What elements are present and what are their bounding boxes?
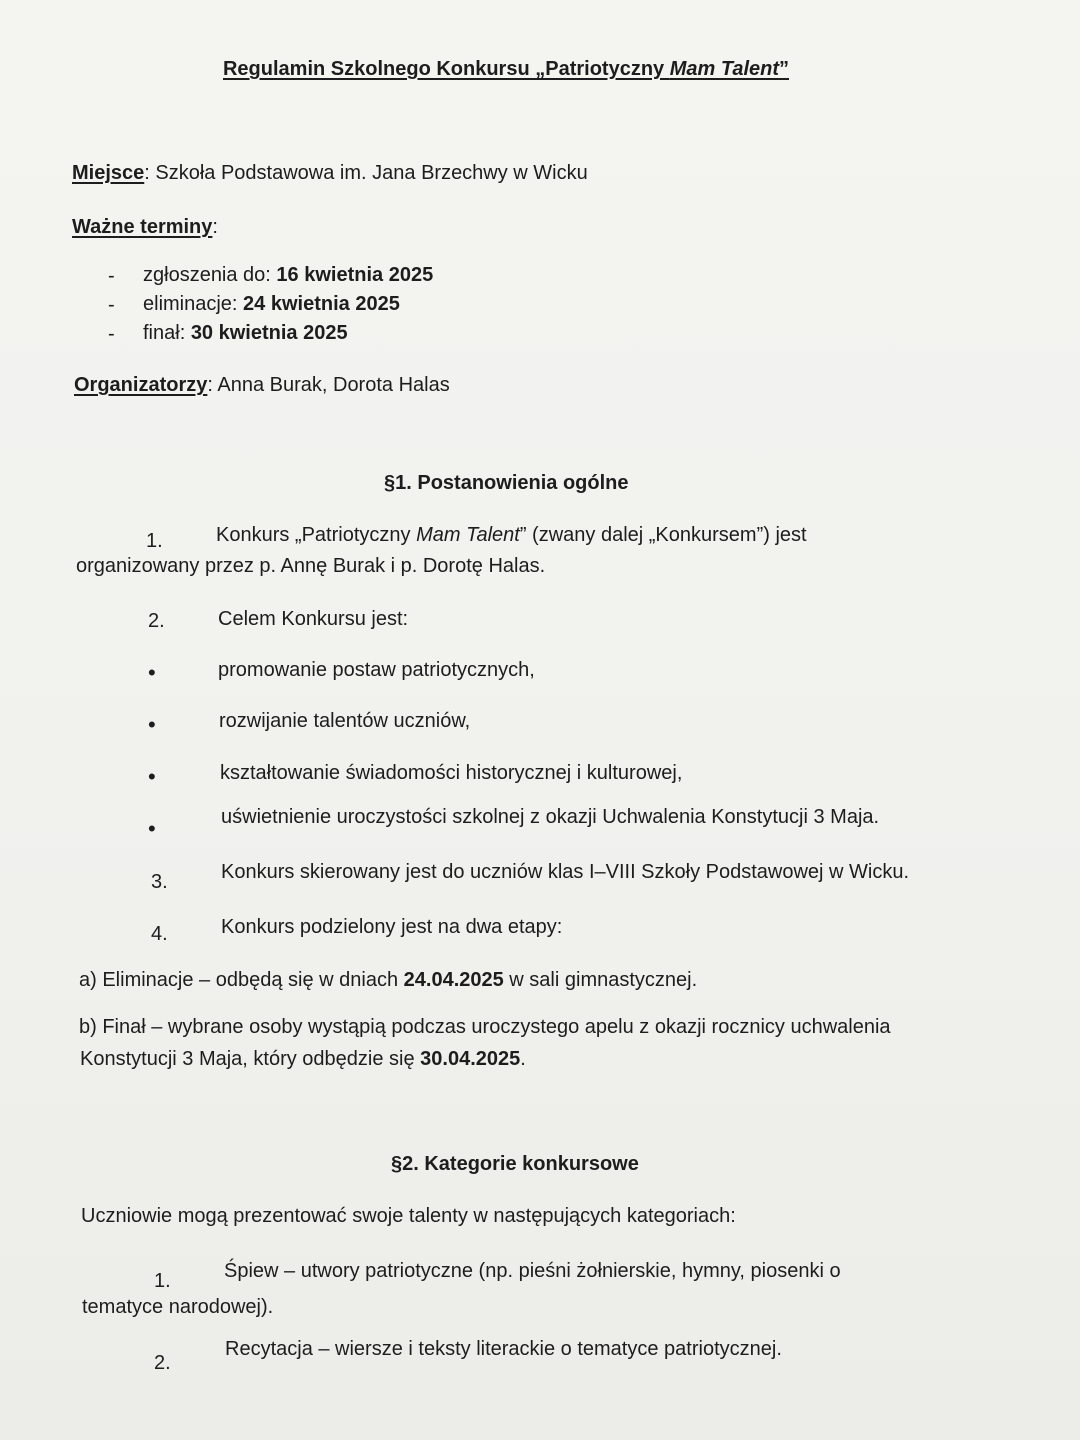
stage-b-line-2: Konstytucji 3 Maja, który odbędzie się 30.04.2025. [80,1048,526,1070]
categories-intro: Uczniowie mogą prezentować swoje talenty w następujących kategoriach: [81,1205,736,1227]
dash-bullet: - [108,323,115,345]
document-title: Regulamin Szkolnego Konkursu „Patriotyczny Mam Talent” [222,58,790,80]
goal-item: rozwijanie talentów uczniów, [219,710,471,732]
date-item: finał: 30 kwietnia 2025 [143,322,348,344]
paragraph-number: 2. [148,610,165,632]
place-line [72,160,588,186]
goal-item: promowanie postaw patriotycznych, [218,659,535,681]
place-label: Miejsce [72,162,145,184]
bullet-dot: • [148,816,156,841]
paragraph-3-text: Konkurs skierowany jest do uczniów klas I–VIII Szkoły Podstawowej w Wicku. [221,861,910,883]
organizers-label: Organizatorzy [74,374,208,396]
category-1-line-2: tematyce narodowej). [82,1296,274,1318]
category-1-line-1: Śpiew – utwory patriotyczne (np. pieśni żołnierskie, hymny, piosenki o [224,1260,841,1282]
paragraph-4-text: Konkurs podzielony jest na dwa etapy: [221,916,563,938]
date-item: eliminacje: 24 kwietnia 2025 [143,293,400,315]
bullet-dot: • [148,712,156,737]
category-2-line-1: Recytacja – wiersze i teksty literackie o tematyce patriotycznej. [225,1338,782,1360]
paragraph-number: 3. [151,871,168,893]
paragraph-2-text: Celem Konkursu jest: [218,608,409,630]
dash-bullet: - [108,265,115,287]
dates-heading: Ważne terminy: [72,216,218,238]
organizers-line [74,372,450,398]
bullet-dot: • [148,660,156,685]
goal-item: uświetnienie uroczystości szkolnej z okazji Uchwalenia Konstytucji 3 Maja. [221,806,880,828]
goal-item: kształtowanie świadomości historycznej i kulturowej, [220,762,683,784]
stage-a-text: a) Eliminacje – odbędą się w dniach 24.04.2025 w sali gimnastycznej. [79,969,698,991]
category-number: 1. [154,1270,171,1292]
bullet-dot: • [148,764,156,789]
dash-bullet: - [108,294,115,316]
paragraph-number: 1. [146,530,163,552]
paragraph-1-line-1: Konkurs „Patriotyczny Mam Talent” (zwany dalej „Konkursem”) jest [216,524,807,546]
organizers-value: : Anna Burak, Dorota Halas [207,374,450,396]
place-value: : Szkoła Podstawowa im. Jana Brzechwy w Wicku [144,162,588,184]
stage-b-line-1: b) Finał – wybrane osoby wystąpią podczas uroczystego apelu z okazji rocznicy uchwalenia [79,1016,891,1038]
paragraph-number: 4. [151,923,168,945]
paragraph-1-line-2: organizowany przez p. Annę Burak i p. Dorotę Halas. [76,555,546,577]
section-1-heading: §1. Postanowienia ogólne [384,472,629,494]
category-number: 2. [154,1352,171,1374]
date-item: zgłoszenia do: 16 kwietnia 2025 [143,264,434,286]
section-2-heading: §2. Kategorie konkursowe [391,1153,639,1175]
